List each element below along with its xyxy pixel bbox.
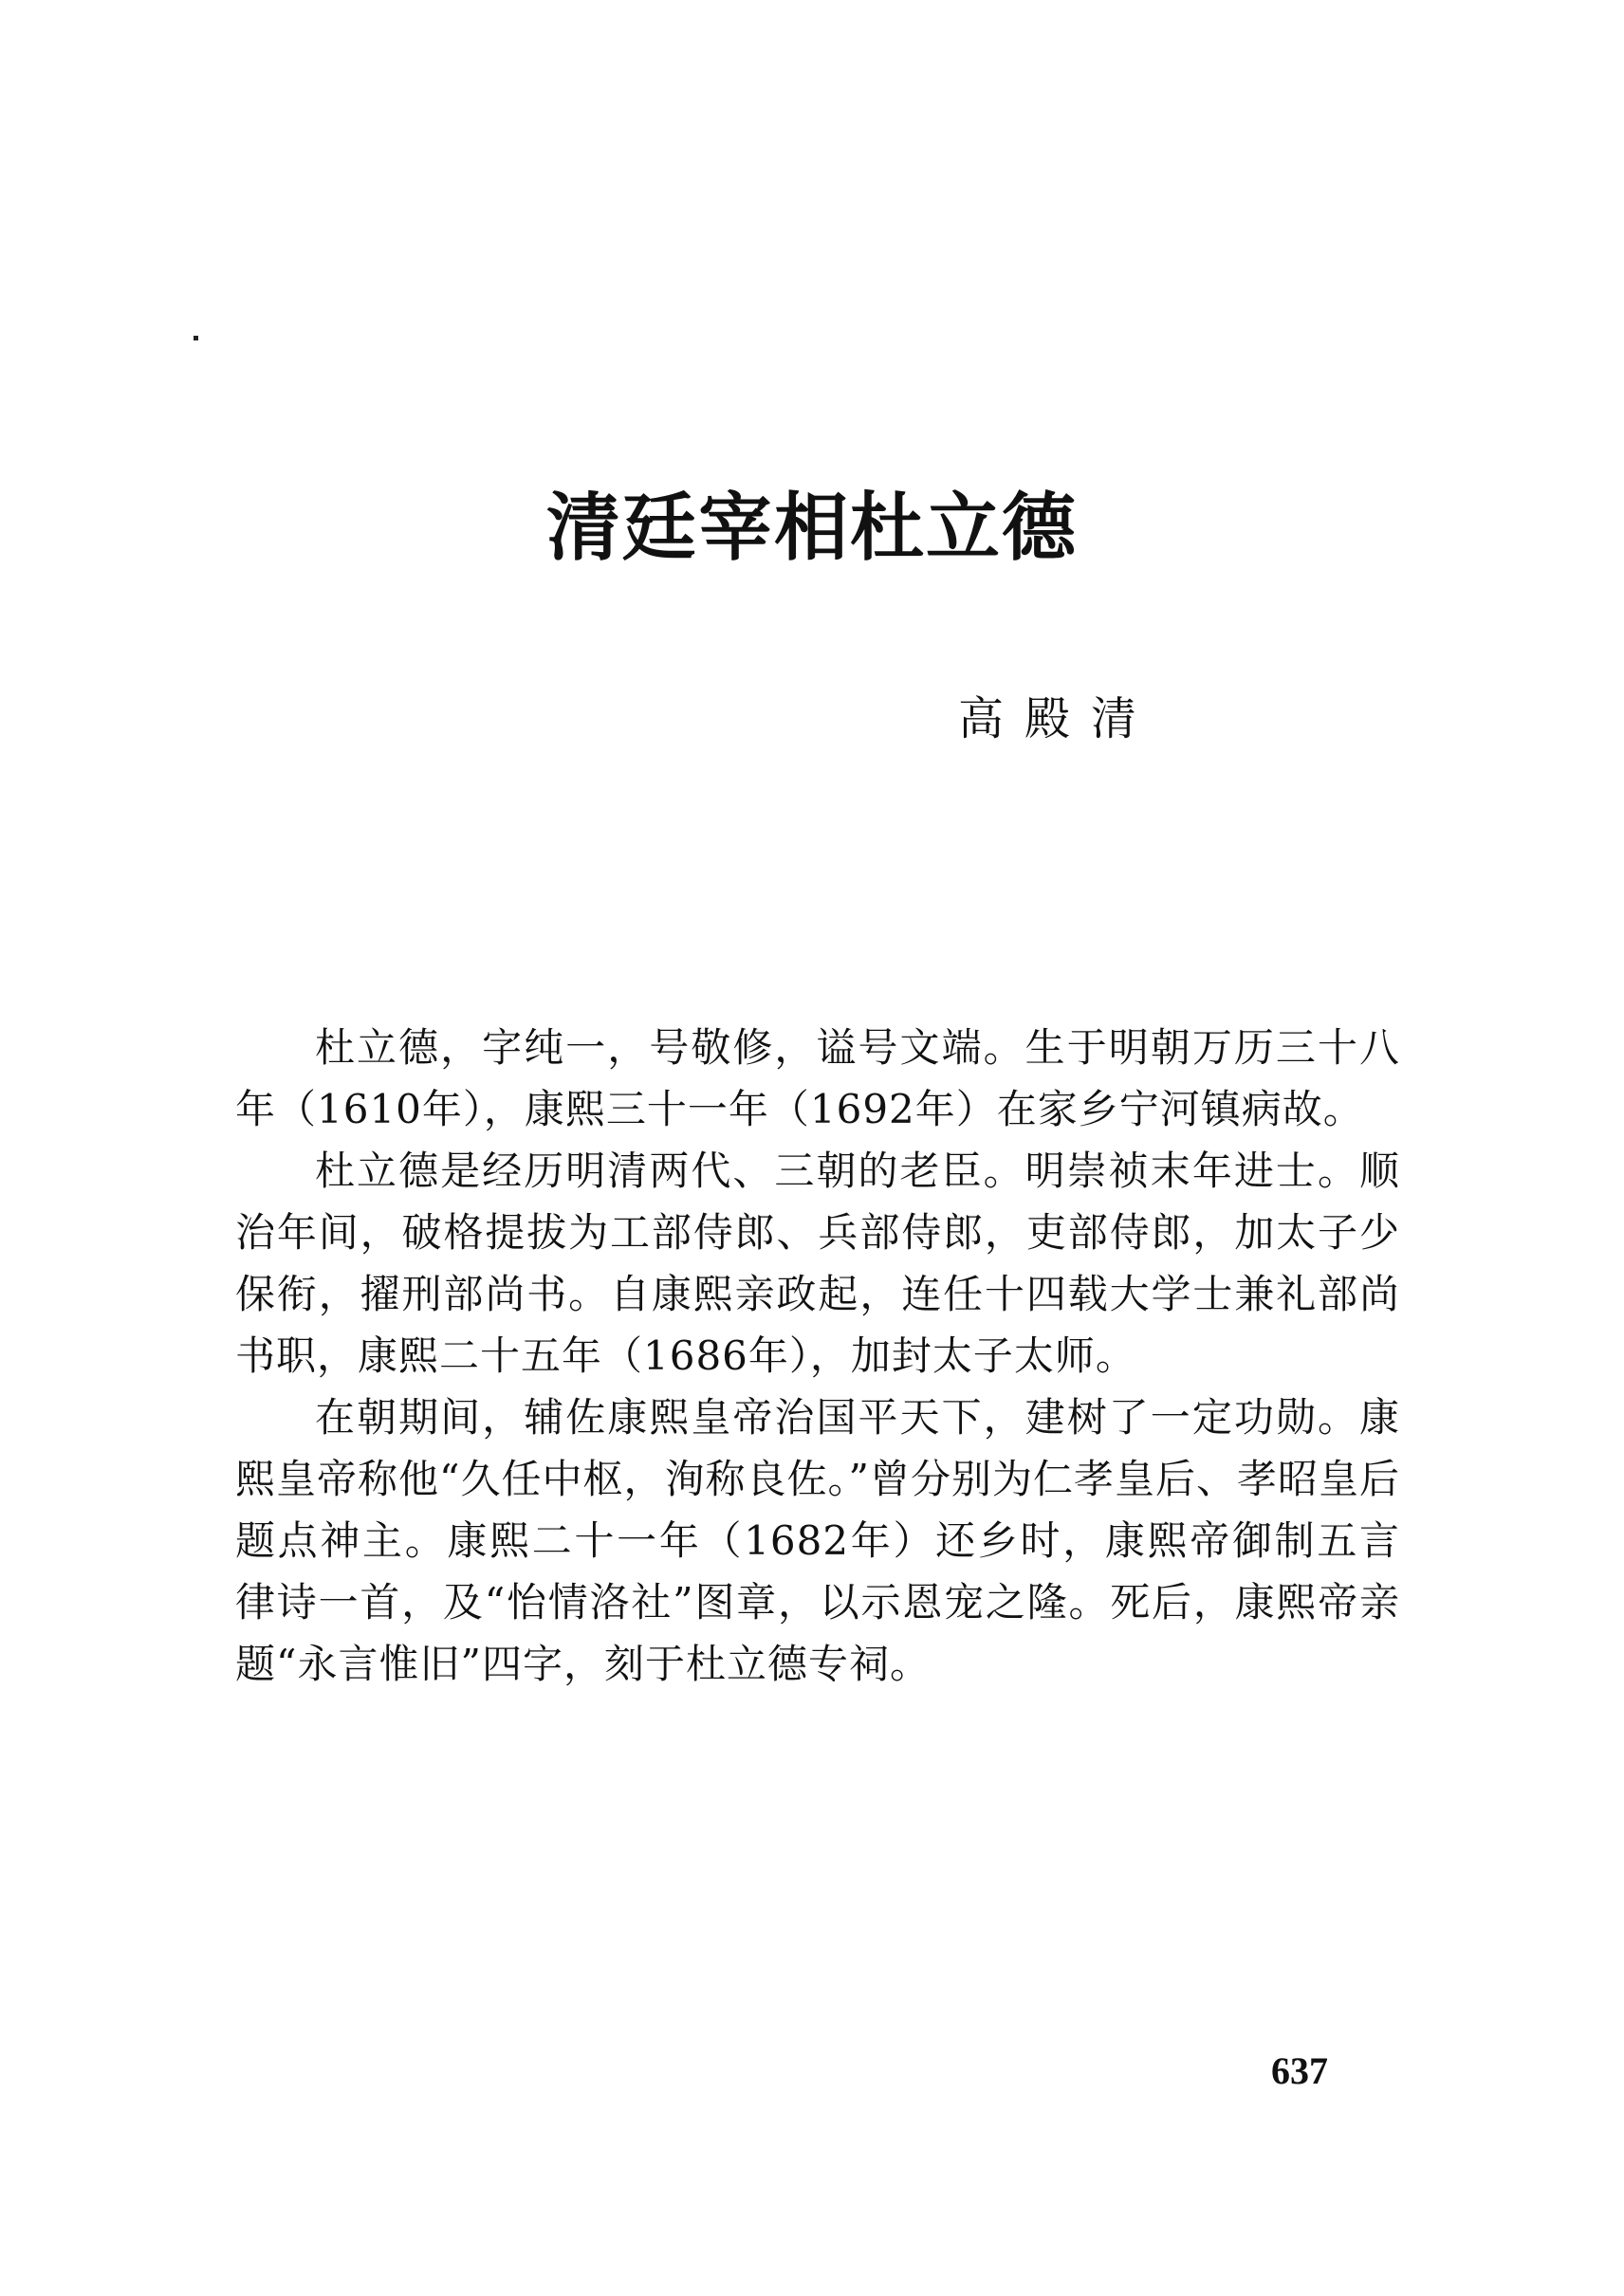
- article-title: 清廷宰相杜立德: [545, 485, 1078, 571]
- page-number: 637: [1271, 2049, 1328, 2092]
- paragraph: 杜立德是经历明清两代、三朝的老臣。明崇祯末年进士。顺治年间，破格提拔为工部侍郎、兵部侍郎，吏部侍郎，加太子少保衔，擢刑部尚书。自康熙亲政起，连任十四载大学士兼礼部尚书职，康熙二十五年（1686年），加封太子太师。: [235, 1148, 1400, 1379]
- scan-speck: [194, 336, 198, 340]
- paragraph: 在朝期间，辅佐康熙皇帝治国平天下，建树了一定功勋。康熙皇帝称他“久任中枢，洵称良佐。”曾分别为仁孝皇后、孝昭皇后题点神主。康熙二十一年（1682年）还乡时，康熙帝御制五言律诗一首，及“怡情洛社”图章，以示恩宠之隆。死后，康熙帝亲题“永言惟旧”四字，刻于杜立德专祠。: [235, 1394, 1400, 1687]
- author-name: 高殿清: [958, 692, 1158, 745]
- article-body: [235, 1017, 1400, 1695]
- paragraph: 杜立德，字纯一，号敬修，谥号文端。生于明朝万历三十八年（1610年），康熙三十一年（1692年）在家乡宁河镇病故。: [235, 1024, 1400, 1132]
